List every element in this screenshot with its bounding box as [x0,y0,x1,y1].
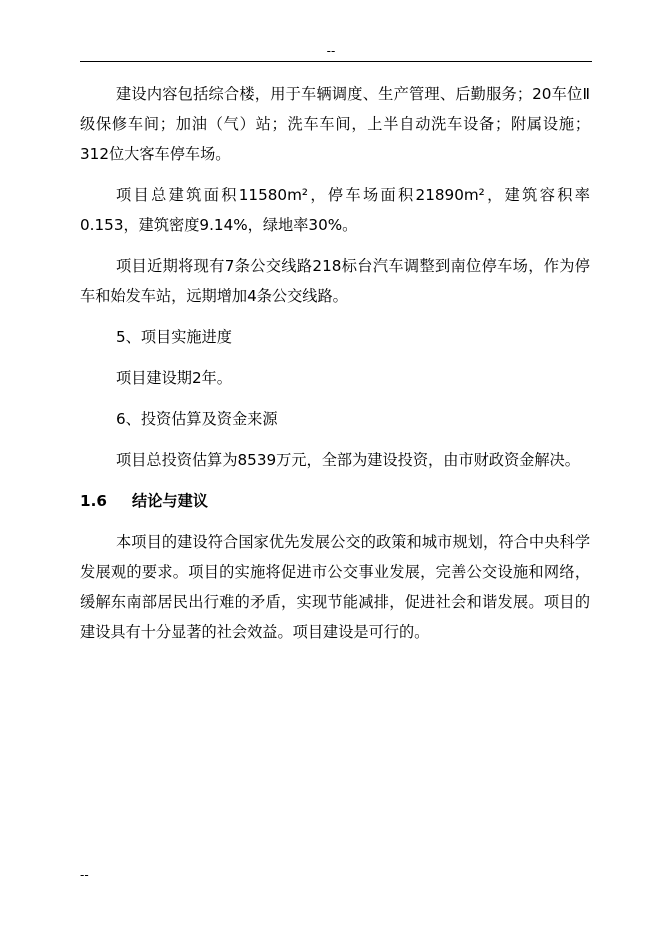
paragraph-area-figures: 项目总建筑面积11580m²，停车场面积21890m²，建筑容积率0.153，建筑密度9.14%，绿地率30%。 [80,186,590,234]
paragraph-construction-period: 项目建设期2年。 [116,369,232,387]
subheading-investment-funding: 6、投资估算及资金来源 [116,410,278,428]
header-divider [80,61,592,62]
document-body [80,79,590,658]
section-number: 1.6 [80,492,107,510]
section-title: 结论与建议 [132,492,208,510]
page-footer-mark: -- [80,868,89,882]
paragraph-investment-total: 项目总投资估算为8539万元，全部为建设投资，由市财政资金解决。 [116,451,580,469]
subheading-implementation-schedule: 5、项目实施进度 [116,328,232,346]
paragraph-conclusion: 本项目的建设符合国家优先发展公交的政策和城市规划，符合中央科学发展观的要求。项目的实施将促进市公交事业发展，完善公交设施和网络，缓解东南部居民出行难的矛盾，实现节能减排，促进社会和谐发展。项目的建设具有十分显著的社会效益。项目建设是可行的。 [80,533,590,641]
paragraph-construction-content: 建设内容包括综合楼，用于车辆调度、生产管理、后勤服务；20车位Ⅱ级保修车间；加油（气）站；洗车车间，上半自动洗车设备；附属设施；312位大客车停车场。 [80,85,590,163]
section-heading [80,486,590,516]
paragraph-bus-routes: 项目近期将现有7条公交线路218标台汽车调整到南位停车场，作为停车和始发车站，远期增加4条公交线路。 [80,257,590,305]
page-header-mark: -- [326,44,336,58]
